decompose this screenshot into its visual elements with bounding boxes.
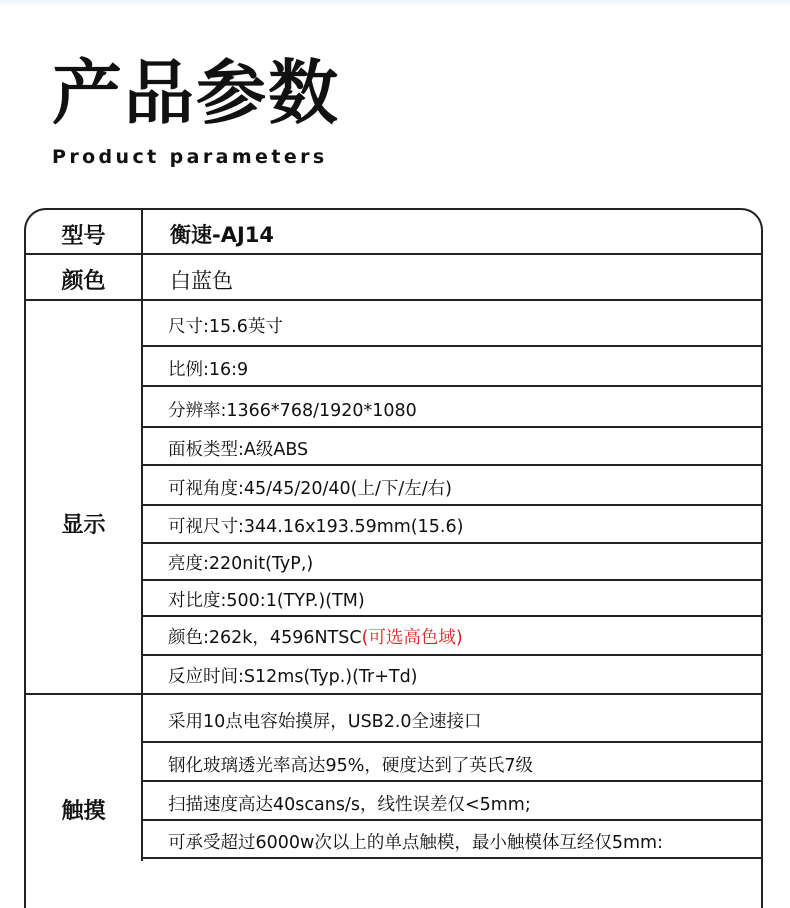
- sub-row-divider: [143, 464, 763, 466]
- display-row-panel-type: 面板类型:A级ABS: [168, 440, 309, 460]
- sub-row-divider: [143, 426, 763, 428]
- table-column-divider: [141, 210, 143, 861]
- model-value: 衡速-AJ14: [170, 223, 275, 247]
- sub-row-divider: [143, 780, 763, 782]
- color-gamut-highlight: (可选高色域): [361, 628, 463, 648]
- touch-row-interface: 采用10点电容始摸屏，USB2.0全速接口: [168, 712, 482, 732]
- display-row-color-text: 颜色:262k，4596NTSC: [168, 628, 362, 648]
- sub-row-divider: [143, 741, 763, 743]
- sub-row-divider: [143, 579, 763, 581]
- page-subtitle: Product parameters: [52, 146, 328, 168]
- model-label: 型号: [61, 224, 106, 249]
- display-row-brightness: 亮度:220nit(TyP,): [168, 554, 314, 574]
- touch-row-glass: 钢化玻璃透光率高达95%，硬度达到了英氏7级: [168, 756, 534, 776]
- sub-row-divider: [143, 654, 763, 656]
- display-row-contrast: 对比度:500:1(TYP.)(TM): [168, 591, 365, 611]
- sub-row-divider: [143, 385, 763, 387]
- row-divider: [26, 299, 763, 301]
- sub-row-divider: [143, 857, 763, 859]
- touch-row-durability: 可承受超过6000w次以上的单点触模，最小触模体互经仅5mm:: [168, 833, 663, 853]
- row-divider: [26, 693, 763, 695]
- display-row-resolution: 分辨率:1366*768/1920*1080: [168, 401, 417, 421]
- sub-row-divider: [143, 615, 763, 617]
- row-divider: [26, 253, 763, 255]
- display-row-size: 尺寸:15.6英寸: [168, 317, 283, 337]
- touch-label: 触摸: [61, 799, 106, 824]
- display-row-color: [168, 624, 463, 649]
- display-row-ratio: 比例:16:9: [168, 360, 249, 380]
- display-row-viewing-size: 可视尺寸:344.16x193.59mm(15.6): [168, 517, 464, 537]
- page-title: 产品参数: [52, 52, 340, 134]
- sub-row-divider: [143, 345, 763, 347]
- display-row-viewing-angle: 可视角度:45/45/20/40(上/下/左/右): [168, 479, 452, 499]
- sub-row-divider: [143, 819, 763, 821]
- touch-row-scan-speed: 扫描速度高达40scans/s，线性误差仅<5mm;: [168, 795, 531, 815]
- top-band: [0, 0, 790, 6]
- display-row-response-time: 反应时间:S12ms(Typ.)(Tr+Td): [168, 667, 418, 687]
- sub-row-divider: [143, 542, 763, 544]
- sub-row-divider: [143, 504, 763, 506]
- display-label: 显示: [61, 513, 106, 538]
- color-value: 白蓝色: [170, 269, 233, 293]
- color-label: 颜色: [61, 269, 106, 294]
